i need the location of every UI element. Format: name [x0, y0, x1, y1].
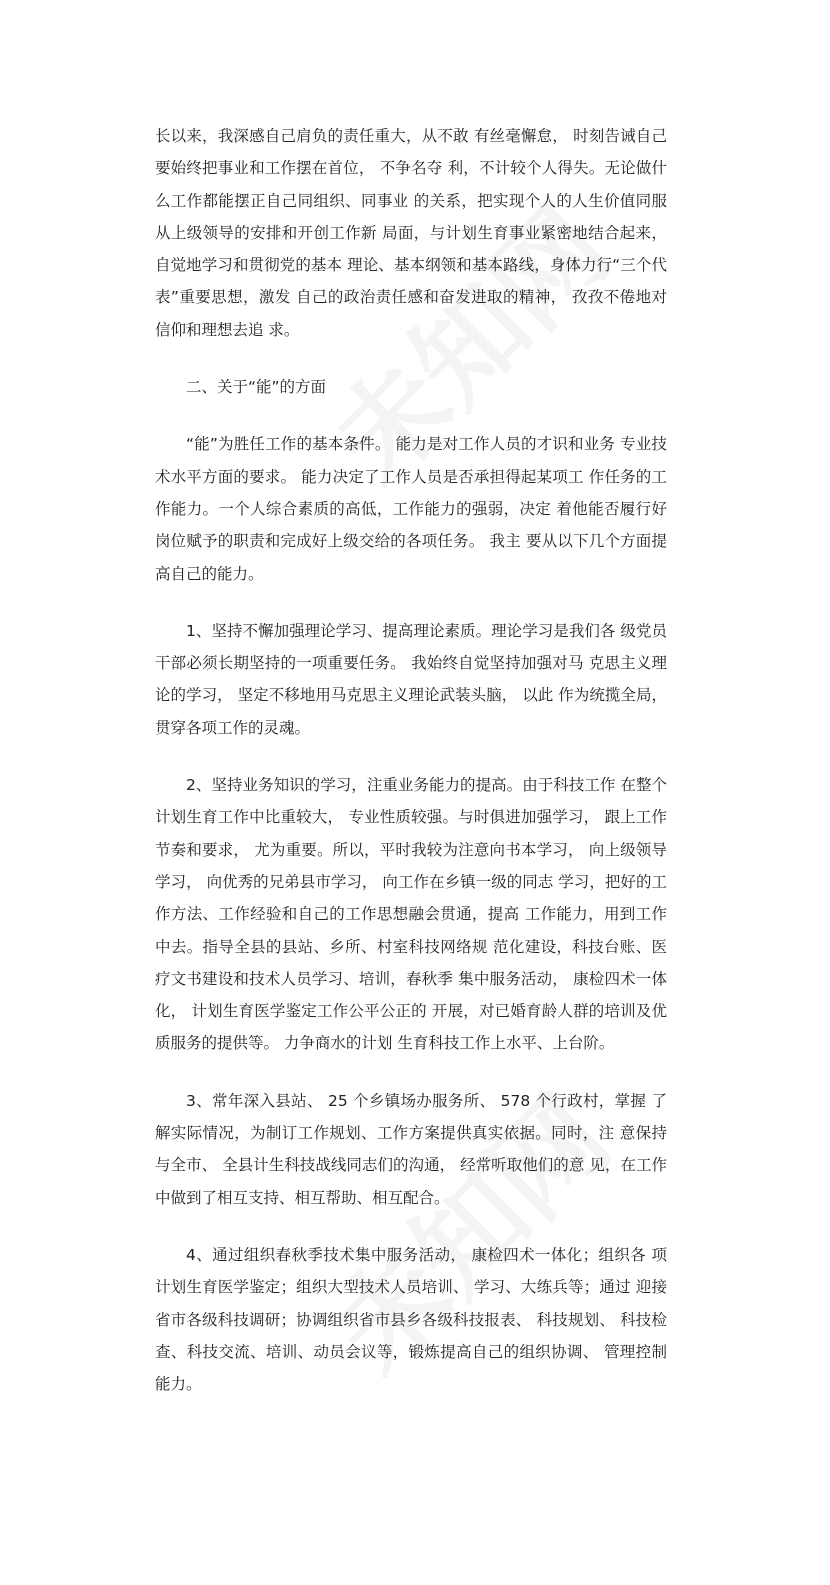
paragraph-item-4: 4、通过组织春秋季技术集中服务活动， 康检四术一体化；组织各 项计划生育医学鉴定；组织大型技术人员培训、 学习、大练兵等；通过 迎接省市各级科技调研；协调组织省市县乡各级科技报表、 科技规划、 科技检查、科技交流、培训、动员会议等，锻炼提高自己的组织协调、 管理控制能力。: [155, 1245, 667, 1394]
paragraph-item-3: 3、常年深入县站、 25 个乡镇场办服务所、 578 个行政村，掌握 了解实际情况，为制订工作规划、工作方案提供真实依据。同时，注 意保持与全市、 全县计生科技战线同志们的沟通， 经常听取他们的意 见，在工作中做到了相互支持、相互帮助、相互配合。: [155, 1091, 667, 1207]
paragraph-item-1: 1、坚持不懈加强理论学习、提高理论素质。理论学习是我们各 级党员干部必须长期坚持的一项重要任务。 我始终自觉坚持加强对马 克思主义理论的学习， 坚定不移地用马克思主义理论武装头脑， 以此 作为统揽全局，贯穿各项工作的灵魂。: [155, 621, 667, 737]
section-heading: 二、关于“能”的方面: [186, 378, 327, 397]
paragraph-continuation: 长以来，我深感自己肩负的责任重大，从不敢 有丝毫懈怠， 时刻告诫自己要始终把事业和工作摆在首位， 不争名夺 利，不计较个人得失。无论做什么工作都能摆正自己同组织、同事业 的关系，把实现个人的人生价值同服从上级领导的安排和开创工作新 局面，与计划生育事业紧密地结合起来，自觉地学习和贯彻党的基本 理论、基本纲领和基本路线，身体力行“三个代表”重要思想，激发 自己的政治责任感和奋发进取的精神， 孜孜不倦地对信仰和理想去追 求。: [155, 127, 667, 339]
paragraph: “能”为胜任工作的基本条件。 能力是对工作人员的才识和业务 专业技术水平方面的要求。 能力决定了工作人员是否承担得起某项工 作任务的工作能力。一个人综合素质的高低，工作能力的强弱，决定 着他能否履行好岗位赋予的职责和完成好上级交给的各项任务。 我主 要从以下几个方面提高自己的能力。: [155, 435, 667, 583]
paragraph-item-2: 2、坚持业务知识的学习，注重业务能力的提高。由于科技工作 在整个计划生育工作中比重较大， 专业性质较强。与时俱进加强学习， 跟上工作节奏和要求， 尤为重要。所以，平时我较为注意向书本学习， 向上级领导学习， 向优秀的兄弟县市学习， 向工作在乡镇一级的同志 学习，把好的工作方法、工作经验和自己的工作思想融会贯通，提高 工作能力，用到工作中去。指导全县的县站、乡所、村室科技网络规 范化建设，科技台账、医疗文书建设和技术人员学习、培训，春秋季 集中服务活动， 康检四术一体化， 计划生育医学鉴定工作公平公正的 开展，对已婚育龄人群的培训及优质服务的提供等。 力争商水的计划 生育科技工作上水平、上台阶。: [155, 776, 667, 1053]
document-body: [155, 120, 667, 1425]
